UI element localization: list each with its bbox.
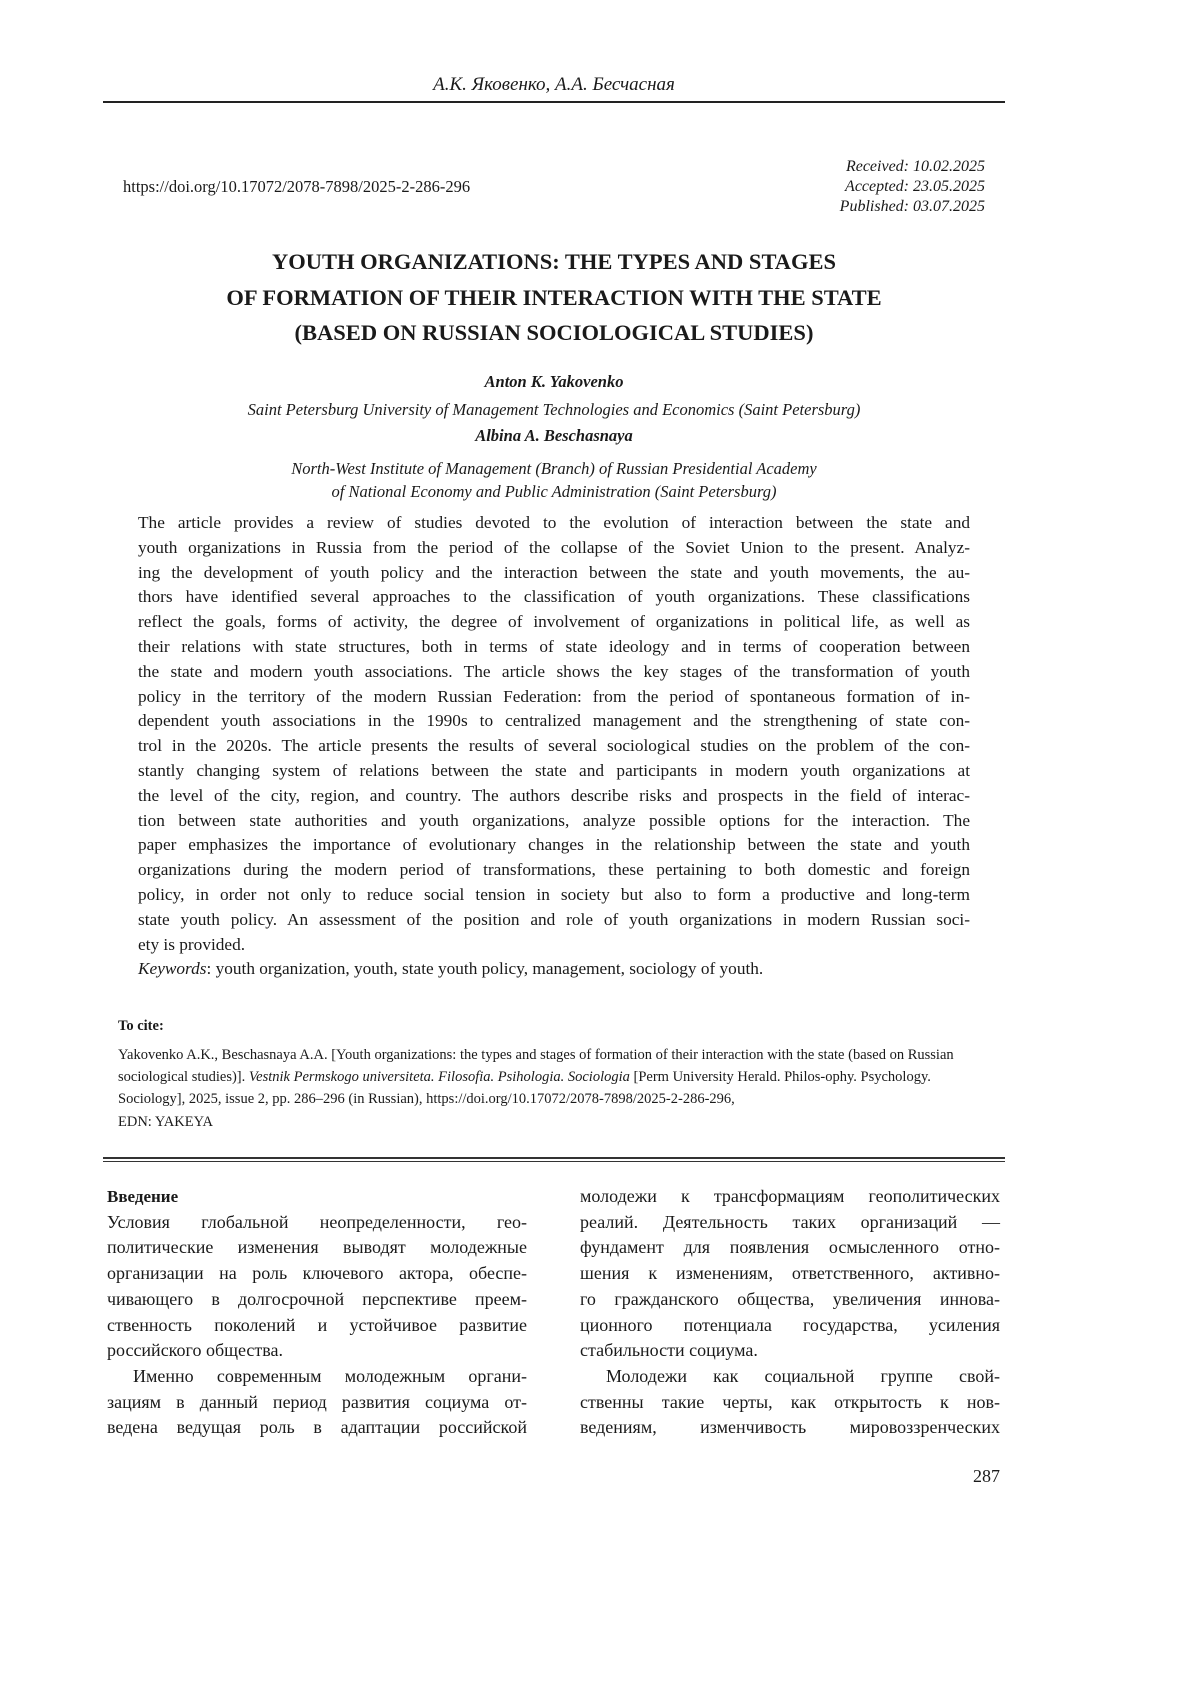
body-line: Молодежи как социальной группе свой- xyxy=(580,1364,1000,1390)
abstract-line: ety is provided. xyxy=(138,933,970,958)
abstract xyxy=(138,511,970,982)
right-column xyxy=(580,1184,1000,1441)
body-line: зациям в данный период развития социума от- xyxy=(107,1390,527,1416)
abstract-line: thors have identified several approaches to the classification of youth organizations. These classifications xyxy=(138,585,970,610)
cite-heading: To cite: xyxy=(118,1018,164,1035)
body-line: Именно современным молодежным органи- xyxy=(107,1364,527,1390)
running-header: А.К. Яковенко, А.А. Бесчасная xyxy=(103,74,1005,96)
abstract-line: ing the development of youth policy and the interaction between the state and youth movements, the au- xyxy=(138,561,970,586)
keywords xyxy=(138,957,970,982)
citation xyxy=(118,1044,1000,1133)
body-line: Условия глобальной неопределенности, гео- xyxy=(107,1210,527,1236)
abstract-line: paper emphasizes the importance of evolutionary changes in the relationship between the state and youth xyxy=(138,833,970,858)
abstract-line: dependent youth associations in the 1990s to centralized management and the strengthening of state con- xyxy=(138,709,970,734)
article-title xyxy=(103,244,1005,351)
body-line: го гражданского общества, увеличения иннова- xyxy=(580,1287,1000,1313)
edn: EDN: YAKEYA xyxy=(118,1114,213,1130)
affiliation-line: North-West Institute of Management (Branch) of Russian Presidential Academy xyxy=(103,457,1005,480)
body-line: российского общества. xyxy=(107,1338,527,1364)
body-line: ционного потенциала государства, усиления xyxy=(580,1313,1000,1339)
keywords-text: : youth organization, youth, state youth policy, management, sociology of youth. xyxy=(206,959,763,978)
body-line: организации на роль ключевого актора, обеспе- xyxy=(107,1261,527,1287)
body-line: ведена ведущая роль в адаптации российской xyxy=(107,1415,527,1441)
body-line: фундамент для появления осмысленного отно- xyxy=(580,1235,1000,1261)
author-affiliation xyxy=(103,457,1005,503)
article-dates xyxy=(840,157,985,217)
header-rule xyxy=(103,101,1005,103)
abstract-line: policy in the territory of the modern Russian Federation: from the period of spontaneous formation of in- xyxy=(138,685,970,710)
author-name: Albina A. Beschasnaya xyxy=(103,426,1005,446)
title-line: (BASED ON RUSSIAN SOCIOLOGICAL STUDIES) xyxy=(103,315,1005,351)
published-date: Published: 03.07.2025 xyxy=(840,197,985,217)
title-line: OF FORMATION OF THEIR INTERACTION WITH THE STATE xyxy=(103,280,1005,316)
abstract-line: the state and modern youth associations. The article shows the key stages of the transformation of youth xyxy=(138,660,970,685)
body-line: политические изменения выводят молодежные xyxy=(107,1235,527,1261)
citation-text: [Perm University Herald. Philos-ophy. Psychology. Sociology], 2025, issue 2, pp. 286–296 (in Russian), https://doi.org/10.17072/2078-7898/2025-2-286-296, xyxy=(118,1069,931,1107)
doi-link[interactable]: https://doi.org/10.17072/2078-7898/2025-2-286-296 xyxy=(123,177,470,197)
body-line: ведениям, изменчивость мировоззренческих xyxy=(580,1415,1000,1441)
citation-text: Yakovenko A.K., Beschasnaya A.A. [Youth organizations: the types and stages of formation of their interaction with the state (based on Russian sociological studies)]. xyxy=(118,1047,954,1085)
abstract-line: the level of the city, region, and country. The authors describe risks and prospects in the field of interac- xyxy=(138,784,970,809)
accepted-date: Accepted: 23.05.2025 xyxy=(840,177,985,197)
abstract-line: reflect the goals, forms of activity, the degree of involvement of organizations in political life, as well as xyxy=(138,610,970,635)
abstract-line: stantly changing system of relations between the state and participants in modern youth organizations at xyxy=(138,759,970,784)
section-heading: Введение xyxy=(107,1184,527,1210)
keywords-label: Keywords xyxy=(138,959,206,978)
abstract-line: youth organizations in Russia from the period of the collapse of the Soviet Union to the present. Analyz- xyxy=(138,536,970,561)
body-line: ственны такие черты, как открытость к нов- xyxy=(580,1390,1000,1416)
body-line: стабильности социума. xyxy=(580,1338,1000,1364)
received-date: Received: 10.02.2025 xyxy=(840,157,985,177)
abstract-line: organizations during the modern period of transformations, these pertaining to both domestic and foreign xyxy=(138,858,970,883)
author-affiliation: Saint Petersburg University of Management Technologies and Economics (Saint Petersburg) xyxy=(103,398,1005,421)
abstract-line: tion between state authorities and youth organizations, analyze possible options for the interaction. The xyxy=(138,809,970,834)
body-line: шения к изменениям, ответственного, активно- xyxy=(580,1261,1000,1287)
abstract-line: state youth policy. An assessment of the position and role of youth organizations in modern Russian soci- xyxy=(138,908,970,933)
abstract-line: policy, in order not only to reduce social tension in society but also to form a productive and long-term xyxy=(138,883,970,908)
body-line: реалий. Деятельность таких организаций — xyxy=(580,1210,1000,1236)
affiliation-line: of National Economy and Public Administration (Saint Petersburg) xyxy=(103,480,1005,503)
left-column xyxy=(107,1184,527,1441)
body-line: чивающего в долгосрочной перспективе преем- xyxy=(107,1287,527,1313)
body-line: ственность поколений и устойчивое развитие xyxy=(107,1313,527,1339)
journal-name: Vestnik Permskogo universiteta. Filosofia. Psihologia. Sociologia xyxy=(249,1069,630,1085)
abstract-line: The article provides a review of studies devoted to the evolution of interaction between the state and xyxy=(138,511,970,536)
author-name: Anton K. Yakovenko xyxy=(103,372,1005,392)
section-divider xyxy=(103,1157,1005,1162)
page-number: 287 xyxy=(960,1466,1000,1487)
abstract-line: their relations with state structures, both in terms of state ideology and in terms of cooperation between xyxy=(138,635,970,660)
body-line: молодежи к трансформациям геополитических xyxy=(580,1184,1000,1210)
abstract-line: trol in the 2020s. The article presents the results of several sociological studies on the problem of the con- xyxy=(138,734,970,759)
title-line: YOUTH ORGANIZATIONS: THE TYPES AND STAGES xyxy=(103,244,1005,280)
